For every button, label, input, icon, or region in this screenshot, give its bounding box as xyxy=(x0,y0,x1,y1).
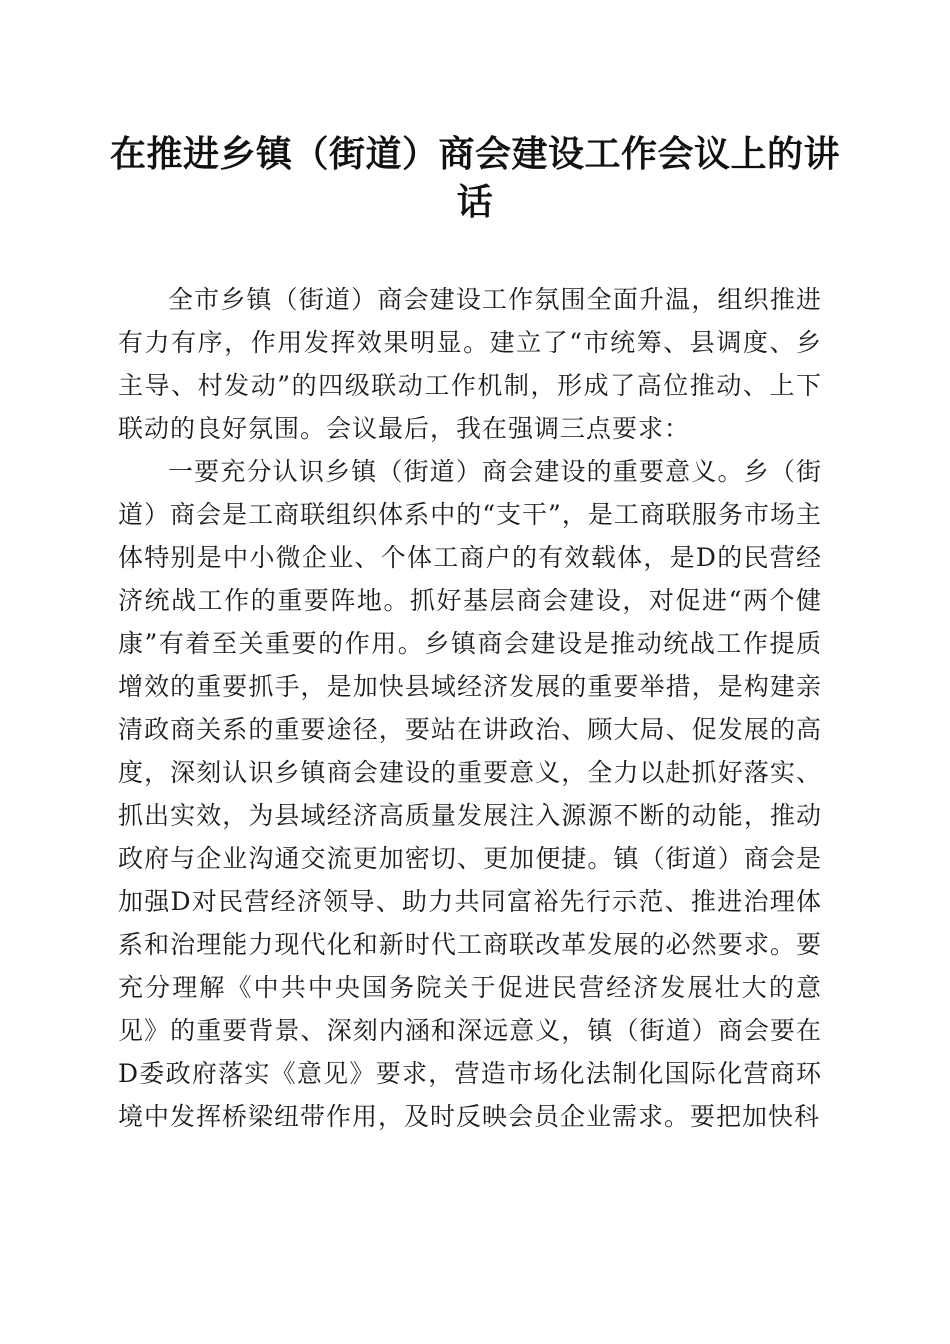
document-body xyxy=(118,278,822,1138)
paragraph-intro: 全市乡镇（街道）商会建设工作氛围全面升温，组织推进有力有序，作用发挥效果明显。建立了“市统筹、县调度、乡主导、村发动”的四级联动工作机制，形成了高位推动、上下联动的良好氛围。会议最后，我在强调三点要求： xyxy=(118,285,822,443)
paragraph-requirement-one: 一要充分认识乡镇（街道）商会建设的重要意义。乡（街道）商会是工商联组织体系中的“支干”，是工商联服务市场主体特别是中小微企业、个体工商户的有效载体，是D的民营经济统战工作的重要阵地。抓好基层商会建设，对促进“两个健康”有着至关重要的作用。乡镇商会建设是推动统战工作提质增效的重要抓手，是加快县域经济发展的重要举措，是构建亲清政商关系的重要途径，要站在讲政治、顾大局、促发展的高度，深刻认识乡镇商会建设的重要意义，全力以赴抓好落实、抓出实效，为县域经济高质量发展注入源源不断的动能，推动政府与企业沟通交流更加密切、更加便捷。镇（街道）商会是加强D对民营经济领导、助力共同富裕先行示范、推进治理体系和治理能力现代化和新时代工商联改革发展的必然要求。要充分理解《中共中央国务院关于促进民营经济发展壮大的意见》的重要背景、深刻内涵和深远意义，镇（街道）商会要在D委政府落实《意见》要求，营造市场化法制化国际化营商环境中发挥桥梁纽带作用，及时反映会员企业需求。要把加快科 xyxy=(118,457,822,1131)
document-title: 在推进乡镇（街道）商会建设工作会议上的讲话 xyxy=(110,133,841,223)
